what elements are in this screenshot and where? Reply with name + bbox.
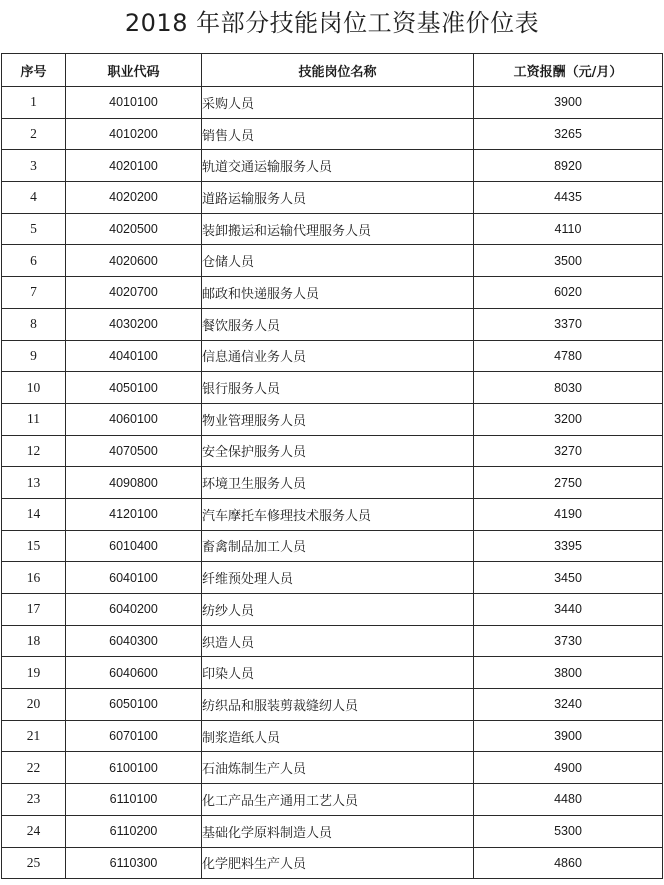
row-wage: 3370 [474,308,663,340]
row-code: 4020600 [66,245,202,277]
table-row [2,498,663,530]
row-code: 6040100 [66,562,202,594]
row-code: 4040100 [66,340,202,372]
row-seq: 14 [2,498,66,530]
row-job-name: 采购人员 [202,87,474,119]
row-wage: 3500 [474,245,663,277]
table-row [2,784,663,816]
table-row [2,213,663,245]
row-code: 6040300 [66,625,202,657]
table-row [2,308,663,340]
row-code: 4020200 [66,182,202,214]
row-seq: 23 [2,784,66,816]
table-row [2,435,663,467]
table-row [2,245,663,277]
row-seq: 11 [2,403,66,435]
row-code: 6040600 [66,657,202,689]
row-code: 4090800 [66,467,202,499]
table-row [2,815,663,847]
table-row [2,372,663,404]
row-job-name: 印染人员 [202,657,474,689]
row-job-name: 邮政和快递服务人员 [202,277,474,309]
row-wage: 2750 [474,467,663,499]
row-seq: 15 [2,530,66,562]
row-job-name: 安全保护服务人员 [202,435,474,467]
row-wage: 4860 [474,847,663,879]
header-wage: 工资报酬（元/月） [474,54,663,87]
row-seq: 22 [2,752,66,784]
row-wage: 3900 [474,720,663,752]
row-wage: 3270 [474,435,663,467]
page-title: 2018 年部分技能岗位工资基准价位表 [124,9,540,37]
table-row [2,277,663,309]
row-job-name: 轨道交通运输服务人员 [202,150,474,182]
row-seq: 24 [2,815,66,847]
table-row [2,182,663,214]
row-job-name: 纺纱人员 [202,594,474,626]
row-wage: 3240 [474,689,663,721]
row-wage: 3200 [474,403,663,435]
table-row [2,752,663,784]
wage-table [1,53,663,879]
table-row [2,340,663,372]
table-header-row [2,54,663,87]
row-code: 6110100 [66,784,202,816]
table-body [2,87,663,879]
table-row [2,118,663,150]
row-seq: 2 [2,118,66,150]
row-code: 4020100 [66,150,202,182]
row-code: 6040200 [66,594,202,626]
table-row [2,562,663,594]
row-job-name: 制浆造纸人员 [202,720,474,752]
header-code: 职业代码 [66,54,202,87]
header-seq: 序号 [2,54,66,87]
row-job-name: 道路运输服务人员 [202,182,474,214]
row-code: 6050100 [66,689,202,721]
table-row [2,625,663,657]
row-job-name: 化工产品生产通用工艺人员 [202,784,474,816]
row-wage: 6020 [474,277,663,309]
row-code: 4020500 [66,213,202,245]
row-job-name: 基础化学原料制造人员 [202,815,474,847]
row-wage: 5300 [474,815,663,847]
row-job-name: 装卸搬运和运输代理服务人员 [202,213,474,245]
row-wage: 3900 [474,87,663,119]
row-wage: 3440 [474,594,663,626]
row-job-name: 化学肥料生产人员 [202,847,474,879]
row-seq: 18 [2,625,66,657]
row-seq: 9 [2,340,66,372]
row-job-name: 餐饮服务人员 [202,308,474,340]
row-job-name: 银行服务人员 [202,372,474,404]
row-code: 6100100 [66,752,202,784]
table-row [2,657,663,689]
row-wage: 3730 [474,625,663,657]
row-code: 4070500 [66,435,202,467]
row-job-name: 织造人员 [202,625,474,657]
row-wage: 8920 [474,150,663,182]
row-job-name: 畜禽制品加工人员 [202,530,474,562]
table-row [2,87,663,119]
row-wage: 8030 [474,372,663,404]
row-code: 4120100 [66,498,202,530]
row-seq: 4 [2,182,66,214]
row-code: 6070100 [66,720,202,752]
row-code: 4010200 [66,118,202,150]
row-job-name: 纺织品和服装剪裁缝纫人员 [202,689,474,721]
row-job-name: 石油炼制生产人员 [202,752,474,784]
table-row [2,530,663,562]
row-job-name: 仓储人员 [202,245,474,277]
row-seq: 7 [2,277,66,309]
row-wage: 3800 [474,657,663,689]
row-wage: 3265 [474,118,663,150]
row-seq: 3 [2,150,66,182]
row-job-name: 环境卫生服务人员 [202,467,474,499]
row-wage: 4190 [474,498,663,530]
row-wage: 3395 [474,530,663,562]
row-seq: 10 [2,372,66,404]
table-row [2,847,663,879]
row-seq: 6 [2,245,66,277]
table-row [2,467,663,499]
row-seq: 13 [2,467,66,499]
row-wage: 3450 [474,562,663,594]
row-seq: 8 [2,308,66,340]
row-job-name: 销售人员 [202,118,474,150]
table-row [2,720,663,752]
row-job-name: 纤维预处理人员 [202,562,474,594]
row-code: 4020700 [66,277,202,309]
row-seq: 12 [2,435,66,467]
row-seq: 5 [2,213,66,245]
row-code: 4030200 [66,308,202,340]
table-row [2,150,663,182]
row-seq: 19 [2,657,66,689]
row-seq: 25 [2,847,66,879]
row-job-name: 信息通信业务人员 [202,340,474,372]
row-wage: 4780 [474,340,663,372]
row-seq: 20 [2,689,66,721]
row-wage: 4900 [474,752,663,784]
row-wage: 4480 [474,784,663,816]
header-job-name: 技能岗位名称 [202,54,474,87]
table-row [2,403,663,435]
row-code: 4010100 [66,87,202,119]
row-wage: 4110 [474,213,663,245]
row-code: 6110200 [66,815,202,847]
row-code: 4050100 [66,372,202,404]
row-code: 6010400 [66,530,202,562]
row-code: 4060100 [66,403,202,435]
row-wage: 4435 [474,182,663,214]
row-job-name: 物业管理服务人员 [202,403,474,435]
table-row [2,594,663,626]
row-seq: 16 [2,562,66,594]
table-row [2,689,663,721]
row-job-name: 汽车摩托车修理技术服务人员 [202,498,474,530]
row-code: 6110300 [66,847,202,879]
row-seq: 17 [2,594,66,626]
row-seq: 21 [2,720,66,752]
row-seq: 1 [2,87,66,119]
